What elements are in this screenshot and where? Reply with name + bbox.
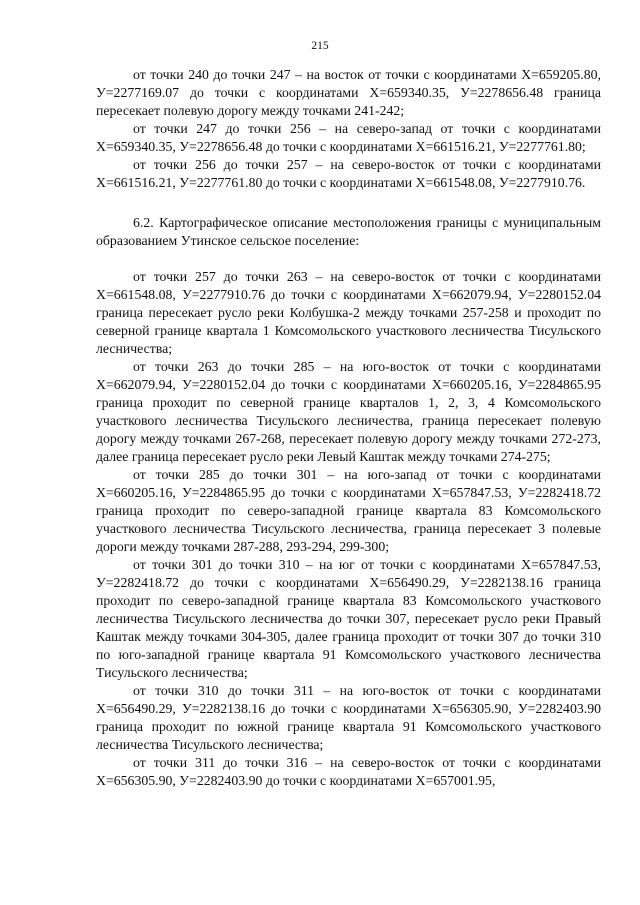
paragraph-240-247: от точки 240 до точки 247 – на восток от точки с координатами X=659205.80, У=2277169.07 до точки с координатами X=659340.35, У=2278656.48 граница пересекает полевую дорогу между точками 241-242; [96,67,601,118]
spacer [96,192,601,214]
paragraph-256-257: от точки 256 до точки 257 – на северо-восток от точки с координатами X=661516.21, У=2277761.80 до точки с координатами X=661548.08, У=2277910.76. [96,157,601,190]
paragraph-301-310: от точки 301 до точки 310 – на юг от точки с координатами X=657847.53, У=2282418.72 до точки с координатами X=656490.29, У=2282138.16 граница проходит по северо-западной границе квартала 83 Комсомольского участкового лесничества Тисульского лесничества до точки 307, пересекает русло реки Правый Каштак между точками 304-305, далее граница проходит от точки 307 до точки 310 по юго-западной границе квартала 91 Комсомольского участкового лесничества Тисульского лесничества; [96,557,601,680]
paragraph-263-285: от точки 263 до точки 285 – на юго-восток от точки с координатами X=662079.94, У=2280152.04 до точки с координатами X=660205.16, У=2284865.95 граница проходит по северной границе кварталов 1, 2, 3, 4 Комсомольского участкового лесничества Тисульского лесничества, граница пересекает полевую дорогу между точками 267-268, пересекает полевую дорогу между точками 272-273, далее граница пересекает русло реки Левый Каштак между точками 274-275; [96,359,601,464]
paragraph-310-311: от точки 310 до точки 311 – на юго-восток от точки с координатами X=656490.29, У=2282138.16 до точки с координатами X=656305.90, У=2282403.90 граница проходит по южной границе квартала 91 Комсомольского участкового лесничества Тисульского лесничества; [96,683,601,752]
page-body [96,66,601,790]
section-heading: 6.2. Картографическое описание местоположения границы с муниципальным образованием Утинское сельское поселение: [96,215,601,248]
paragraph-247-256: от точки 247 до точки 256 – на северо-запад от точки с координатами X=659340.35, У=2278656.48 до точки с координатами X=661516.21, У=2277761.80; [96,121,601,154]
spacer [96,250,601,268]
paragraph-285-301: от точки 285 до точки 301 – на юго-запад от точки с координатами X=660205.16, У=2284865.95 до точки с координатами X=657847.53, У=2282418.72 граница проходит по северо-западной границе квартала 83 Комсомольского участкового лесничества Тисульского лесничества, граница пересекает 3 полевые дороги между точками 287-288, 293-294, 299-300; [96,467,601,554]
page-number: 215 [311,40,329,52]
paragraph-311-316: от точки 311 до точки 316 – на северо-восток от точки с координатами X=656305.90, У=2282403.90 до точки с координатами X=657001.95, [96,755,601,788]
paragraph-257-263: от точки 257 до точки 263 – на северо-восток от точки с координатами X=661548.08, У=2277910.76 до точки с координатами X=662079.94, У=2280152.04 граница пересекает русло реки Колбушка-2 между точками 257-258 и проходит по северной границе квартала 1 Комсомольского участкового лесничества Тисульского лесничества; [96,269,601,356]
